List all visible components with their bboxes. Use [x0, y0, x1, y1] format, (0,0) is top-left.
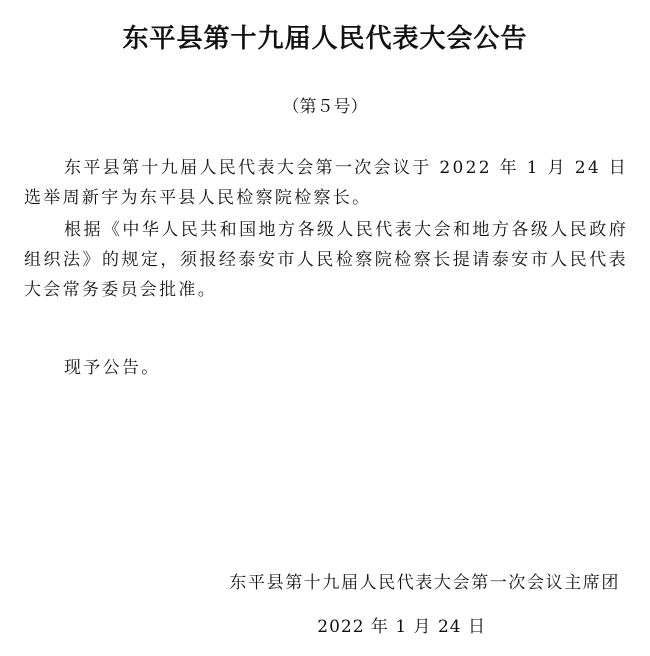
announcement-paragraph-legal-basis: 根据《中华人民共和国地方各级人民代表大会和地方各级人民政府组织法》的规定，须报经泰安市人民检察院检察长提请泰安市人民代表大会常务委员会批准。	[24, 220, 628, 300]
announcement-paragraph-closing: 现予公告。	[64, 358, 161, 378]
presidium-signature: 东平县第十九届人民代表大会第一次会议主席团	[229, 573, 620, 593]
announcement-number: （第５号）	[282, 97, 368, 117]
announcement-title: 东平县第十九届人民代表大会公告	[122, 24, 528, 54]
announcement-date: 2022 年 1 月 24 日	[317, 617, 486, 637]
announcement-paragraph-election: 东平县第十九届人民代表大会第一次会议于 2022 年 1 月 24 日选举周新宇为东平县人民检察院检察长。	[24, 158, 628, 208]
announcement-body	[24, 153, 628, 385]
